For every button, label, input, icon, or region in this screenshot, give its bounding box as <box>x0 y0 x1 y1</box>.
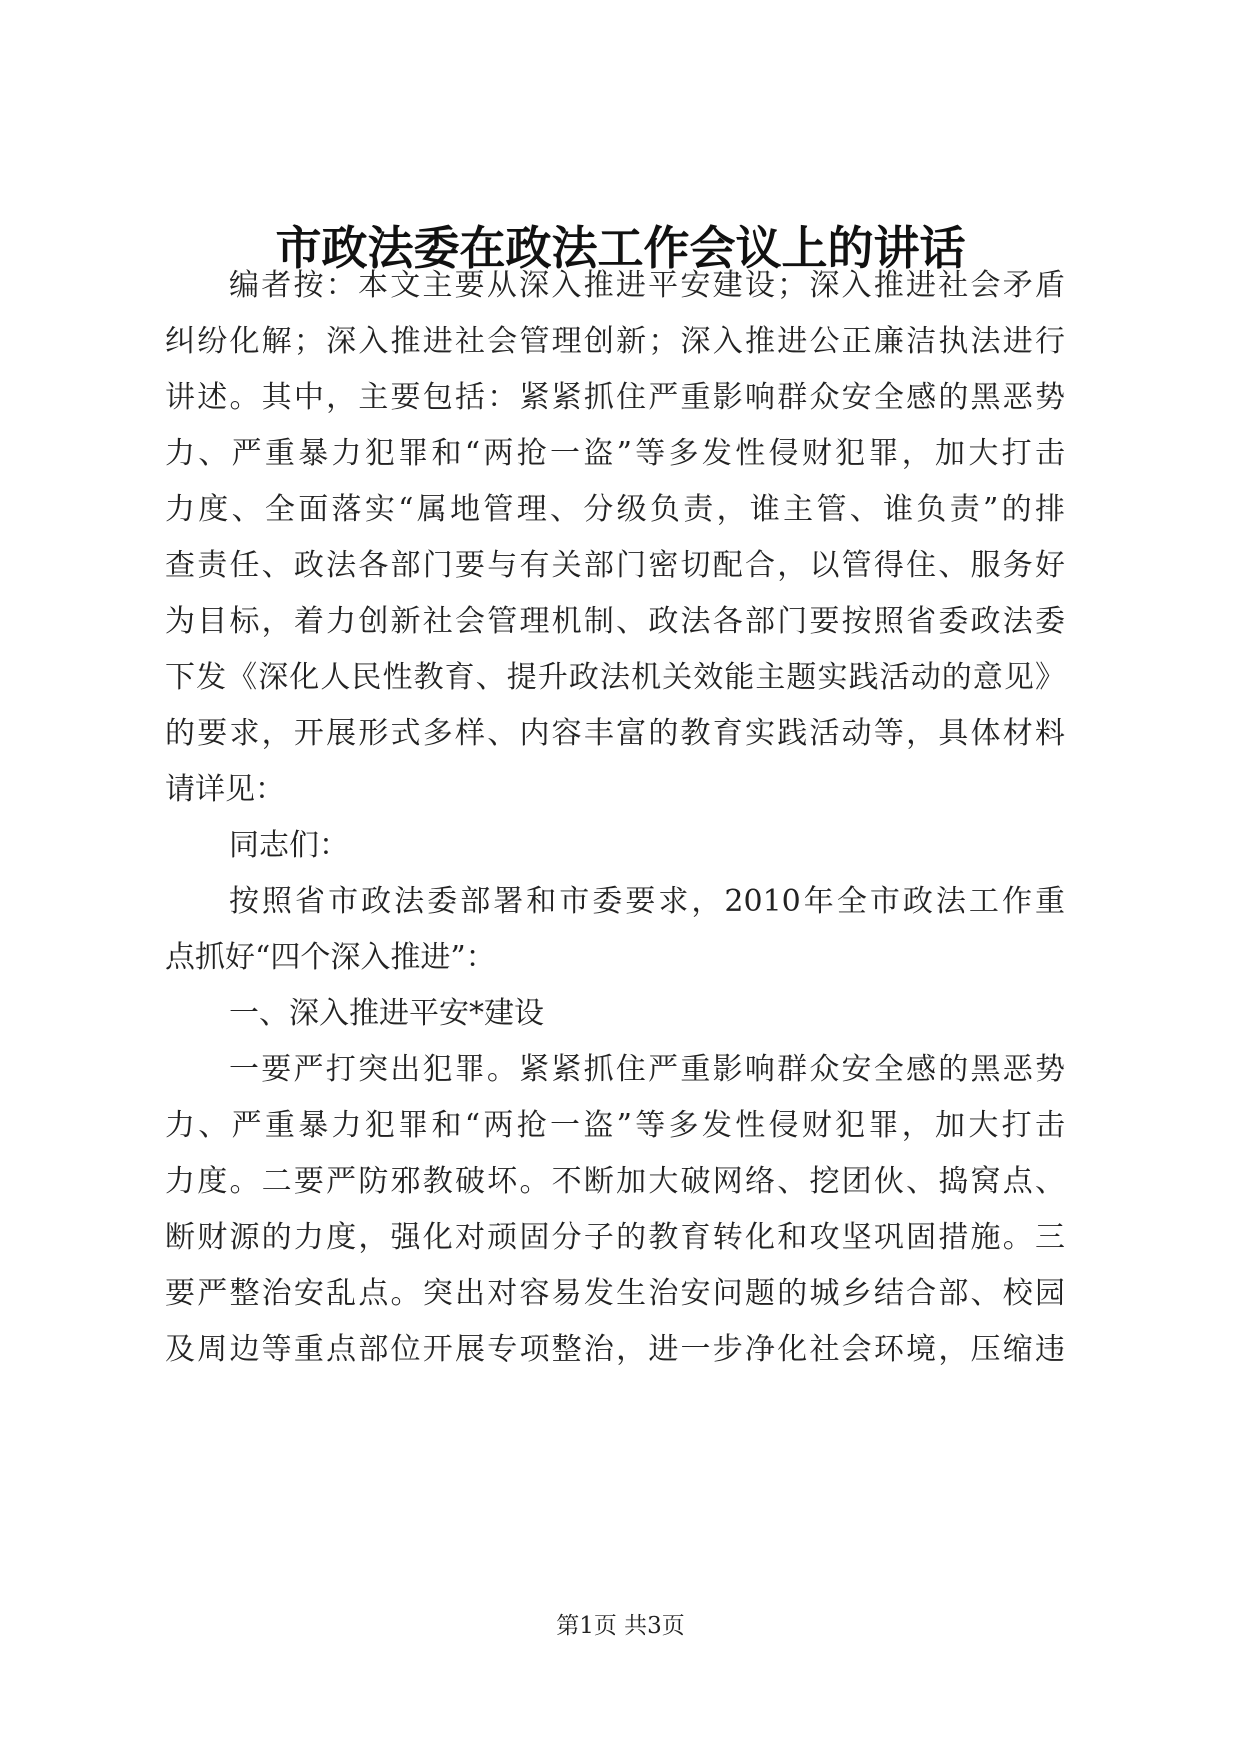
section-heading: 一、深入推进平安*建设 <box>229 996 544 1031</box>
editor-note-line: 力、严重暴力犯罪和“两抢一盗”等多发性侵财犯罪，加大打击 <box>165 436 1065 471</box>
editor-note-line: 的要求，开展形式多样、内容丰富的教育实践活动等，具体材料 <box>165 716 1065 751</box>
document-title: 市政法委在政法工作会议上的讲话 <box>275 221 966 275</box>
editor-note-line: 请详见： <box>165 772 285 807</box>
editor-note-line: 讲述。其中，主要包括：紧紧抓住严重影响群众安全感的黑恶势 <box>165 380 1065 415</box>
page-number-footer: 第1页 共3页 <box>556 1613 685 1639</box>
editor-note-line: 编者按：本文主要从深入推进平安建设；深入推进社会矛盾 <box>229 268 1065 303</box>
greeting: 同志们： <box>229 828 349 863</box>
section-body-line: 断财源的力度，强化对顽固分子的教育转化和攻坚巩固措施。三 <box>165 1220 1065 1255</box>
editor-note-line: 为目标，着力创新社会管理机制、政法各部门要按照省委政法委 <box>165 604 1065 639</box>
intro-line: 点抓好“四个深入推进”： <box>165 940 496 975</box>
editor-note-line: 下发《深化人民性教育、提升政法机关效能主题实践活动的意见》 <box>165 660 1065 695</box>
section-body-line: 一要严打突出犯罪。紧紧抓住严重影响群众安全感的黑恶势 <box>229 1052 1065 1087</box>
editor-note-line: 力度、全面落实“属地管理、分级负责，谁主管、谁负责”的排 <box>165 492 1065 527</box>
section-body-line: 力度。二要严防邪教破坏。不断加大破网络、挖团伙、捣窝点、 <box>165 1164 1065 1199</box>
section-body-line: 要严整治安乱点。突出对容易发生治安问题的城乡结合部、校园 <box>165 1276 1065 1311</box>
intro-line: 按照省市政法委部署和市委要求，2010年全市政法工作重 <box>229 884 1065 919</box>
editor-note-line: 纠纷化解；深入推进社会管理创新；深入推进公正廉洁执法进行 <box>165 324 1065 359</box>
section-body-line: 及周边等重点部位开展专项整治，进一步净化社会环境，压缩违 <box>165 1332 1065 1367</box>
editor-note-line: 查责任、政法各部门要与有关部门密切配合，以管得住、服务好 <box>165 548 1065 583</box>
section-body-line: 力、严重暴力犯罪和“两抢一盗”等多发性侵财犯罪，加大打击 <box>165 1108 1065 1143</box>
